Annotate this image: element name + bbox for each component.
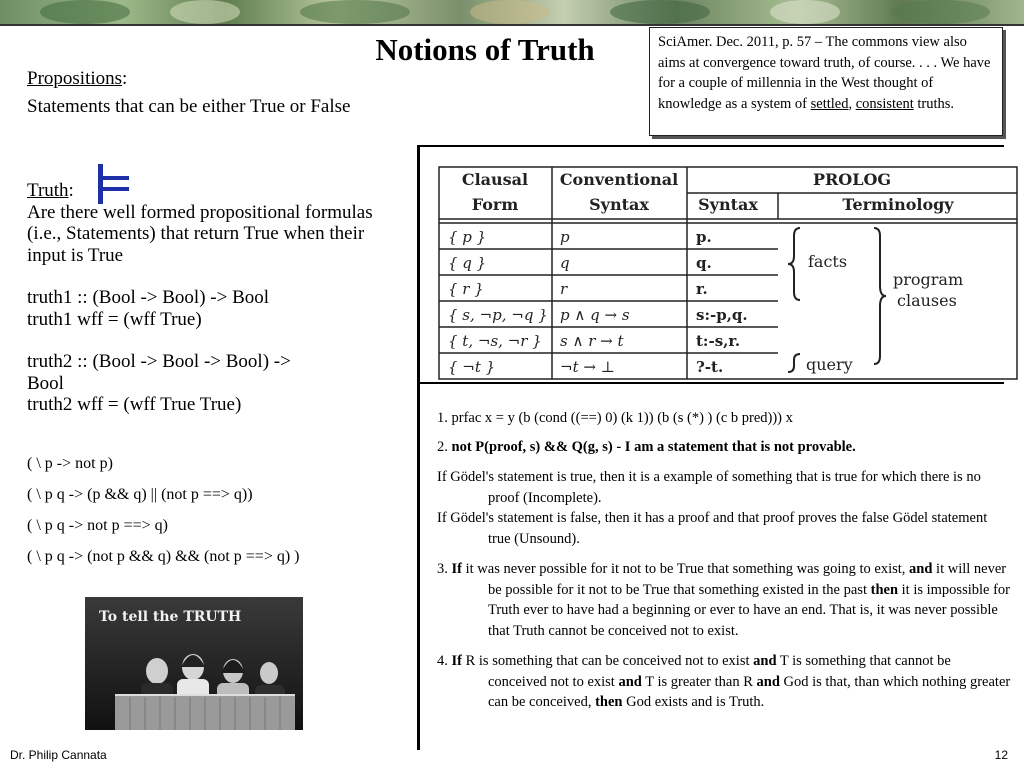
- sciamer-settled: settled: [810, 95, 849, 112]
- table-label-facts: facts: [808, 252, 848, 271]
- truth-question: Are there well formed propositional formulas (i.e., Statements) that return True when their input is True: [27, 201, 373, 266]
- item-3-text-a: it was never possible for it not to be True that something was going to exist,: [461, 561, 910, 577]
- table-cell-conventional: q: [560, 254, 570, 272]
- table-cell-prolog: r.: [696, 280, 708, 298]
- banner-leaf: [40, 0, 130, 24]
- table-cell-prolog: t:-s,r.: [696, 332, 741, 350]
- truth2-signature-cont: Bool: [27, 372, 64, 394]
- banner-leaf: [170, 0, 240, 24]
- table-header-terminology: Terminology: [842, 195, 954, 214]
- table-cell-prolog: q.: [696, 254, 712, 272]
- table-header-syntax: Syntax: [698, 195, 758, 214]
- table-cell-clausal: { t, ¬s, ¬r }: [448, 332, 542, 350]
- truth-section: [27, 180, 397, 416]
- banner-leaf: [610, 0, 710, 24]
- table-cell-conventional: ¬t → ⊥: [560, 358, 615, 376]
- item-2: [437, 437, 1012, 458]
- item-4-if: If: [451, 653, 462, 669]
- table-label-clauses: clauses: [897, 291, 957, 310]
- prolog-table: [438, 166, 1018, 380]
- item-4-text-c: T is greater than R: [641, 673, 757, 690]
- item-1: 1. prfac x = y (b (cond ((==) 0) (k 1)) (b (s (*) ) (c b pred))) x: [437, 410, 793, 426]
- banner-leaf: [300, 0, 410, 24]
- table-cell-prolog: p.: [696, 228, 712, 246]
- godel-true-text: If Gödel's statement is true, then it is a example of something that is true for which there is no proof (Incomplete).: [437, 469, 981, 506]
- propositions-label: Propositions: [27, 68, 123, 89]
- sciamer-quote-box: [649, 27, 1003, 136]
- truth2-signature: truth2 :: (Bool -> Bool -> Bool) ->: [27, 351, 291, 372]
- item-4-and-2: and: [618, 673, 642, 690]
- footer-author: Dr. Philip Cannata: [10, 748, 107, 762]
- horizontal-divider-middle: [420, 382, 1004, 384]
- item-3: [437, 559, 1012, 641]
- item-3-then: then: [870, 581, 899, 598]
- prolog-table-svg: [438, 166, 1018, 380]
- item-3-text-b: it will never be possible for it not to be True that something existed in the past: [488, 561, 1007, 598]
- table-cell-clausal: { s, ¬p, ¬q }: [448, 306, 548, 324]
- table-cell-clausal: { p }: [448, 228, 487, 246]
- propositions-definition: Statements that can be either True or False: [27, 96, 351, 117]
- table-cell-conventional: p ∧ q → s: [560, 306, 630, 324]
- page-number: 12: [994, 748, 1008, 762]
- lambda-example: ( \ p q -> (p && q) || (not p ==> q)): [27, 486, 253, 503]
- banner-leaf: [890, 0, 990, 24]
- table-header-form: Form: [471, 195, 519, 214]
- decorative-banner: [0, 0, 1024, 24]
- slide-title: Notions of Truth: [375, 32, 595, 67]
- sciamer-comma: ,: [848, 95, 853, 112]
- truth1-signature: truth1 :: (Bool -> Bool) -> Bool: [27, 287, 270, 308]
- lambda-example: ( \ p -> not p): [27, 455, 113, 472]
- truth-colon: :: [68, 180, 74, 201]
- item-4: [437, 651, 1012, 713]
- table-cell-prolog: s:-p,q.: [696, 306, 748, 324]
- sciamer-quote-text: SciAmer. Dec. 2011, p. 57 – The commons view also aims at convergence toward truth, of course. . . . We have for a couple of millennia in the West thought of knowledge as a system of: [658, 34, 991, 112]
- item-4-number: 4.: [437, 653, 452, 669]
- table-cell-clausal: { r }: [448, 280, 484, 298]
- item-4-and-3: and: [756, 673, 780, 690]
- godel-false-text: If Gödel's statement is false, then it has a proof and that proof proves the false Gödel statement true (Unsound).: [437, 510, 988, 547]
- to-tell-the-truth-photo: [85, 597, 303, 730]
- banner-leaf: [770, 0, 840, 24]
- item-4-text-e: God exists and is Truth.: [622, 694, 765, 710]
- table-cell-clausal: { ¬t }: [448, 358, 496, 376]
- item-4-text-b: T is something that cannot be conceived not to exist: [488, 653, 951, 690]
- item-3-if: If: [451, 561, 462, 577]
- lambda-example: ( \ p q -> (not p && q) && (not p ==> q) ): [27, 548, 300, 565]
- table-cell-conventional: s ∧ r → t: [560, 332, 624, 350]
- sciamer-tail: truths.: [913, 95, 955, 112]
- table-header-prolog: PROLOG: [812, 170, 892, 189]
- table-cell-prolog: ?-t.: [696, 358, 724, 376]
- item-3-text-c: it is impossible for Truth ever to have had a beginning or ever to have an end. That is, it was never possible that Truth cannot be conceived not to exist.: [488, 581, 1010, 639]
- photo-caption: To tell the TRUTH: [99, 609, 242, 625]
- truth-label: Truth: [27, 180, 69, 201]
- table-cell-conventional: p: [560, 228, 570, 246]
- banner-divider: [0, 24, 1024, 26]
- table-cell-clausal: { q }: [448, 254, 487, 272]
- table-label-program: program: [893, 270, 964, 289]
- propositions-heading: [27, 68, 127, 90]
- item-4-text-d: God is that, than which nothing greater can be conceived,: [488, 673, 1011, 710]
- truth2-definition: truth2 wff = (wff True True): [27, 394, 242, 415]
- item-4-and-1: and: [753, 653, 777, 669]
- propositions-colon: :: [122, 68, 128, 89]
- vertical-divider: [417, 145, 420, 750]
- item-3-and: and: [909, 561, 933, 577]
- item-4-then: then: [595, 694, 623, 710]
- item-3-number: 3.: [437, 561, 452, 577]
- item-4-text-a: R is something that can be conceived not to exist: [461, 653, 754, 669]
- table-cell-conventional: r: [560, 280, 568, 298]
- right-column-text: [437, 408, 1012, 713]
- item-2-number: 2.: [437, 438, 452, 455]
- table-header-clausal: Clausal: [461, 170, 529, 189]
- truth1-definition: truth1 wff = (wff True): [27, 308, 202, 330]
- photo-image: [85, 597, 303, 730]
- horizontal-divider-top: [420, 145, 1004, 147]
- item-2-bold: not P(proof, s) && Q(g, s) - I am a statement that is not provable.: [451, 438, 856, 455]
- banner-leaf: [470, 0, 550, 24]
- table-label-query: query: [806, 355, 853, 374]
- lambda-example: ( \ p q -> not p ==> q): [27, 517, 168, 534]
- table-header-conv-syntax: Syntax: [589, 195, 649, 214]
- sciamer-consistent: consistent: [855, 95, 914, 112]
- table-header-conventional: Conventional: [559, 170, 679, 189]
